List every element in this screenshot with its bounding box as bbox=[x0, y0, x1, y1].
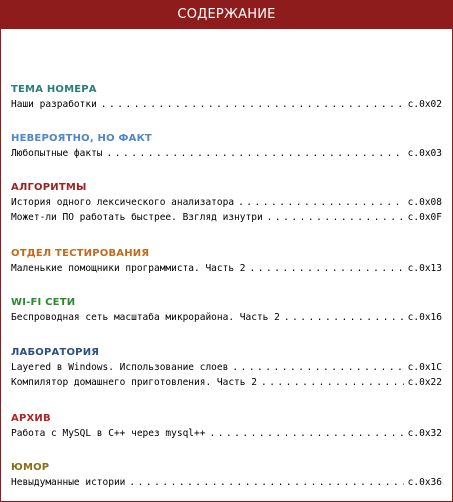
section-title: НЕВЕРОЯТНО, НО ФАКТ bbox=[11, 133, 152, 144]
entry-title: Маленькие помощники программиста. Часть 2 bbox=[11, 263, 246, 274]
toc-section bbox=[11, 296, 442, 325]
dot-leader bbox=[107, 146, 404, 161]
section-title: ЛАБОРАТОРИЯ bbox=[11, 347, 100, 358]
dot-leader bbox=[267, 210, 404, 225]
section-title: WI-FI СЕТИ bbox=[11, 297, 76, 308]
section-title: ЮМОР bbox=[11, 462, 50, 473]
dot-leader bbox=[238, 195, 404, 210]
entry-title: История одного лексического анализатора bbox=[11, 197, 235, 208]
section-title: АЛГОРИТМЫ bbox=[11, 182, 87, 193]
entry-page: с.0x32 bbox=[407, 428, 442, 439]
toc-section bbox=[11, 181, 442, 225]
dot-leader bbox=[232, 360, 403, 375]
entry-title: Работа с MySQL в C++ через mysql++ bbox=[11, 428, 206, 439]
entry-title: Любопытные факты bbox=[11, 148, 103, 159]
entry-title: Наши разработки bbox=[11, 99, 97, 110]
entry-title: Может-ли ПО работать быстрее. Взгляд изнутри bbox=[11, 212, 263, 223]
entry-page: с.0x02 bbox=[407, 99, 442, 110]
dot-leader bbox=[209, 426, 403, 441]
toc-entry[interactable] bbox=[11, 360, 442, 375]
section-title: ТЕМА НОМЕРА bbox=[11, 84, 97, 95]
dot-leader bbox=[129, 475, 403, 490]
toc-section bbox=[11, 412, 442, 441]
entry-page: с.0x22 bbox=[407, 377, 442, 388]
toc-entry[interactable] bbox=[11, 310, 442, 325]
dot-leader bbox=[250, 261, 404, 276]
toc-entry[interactable] bbox=[11, 375, 442, 390]
toc-header: СОДЕРЖАНИЕ bbox=[1, 1, 452, 29]
toc-entry[interactable] bbox=[11, 475, 442, 490]
toc-entry[interactable] bbox=[11, 426, 442, 441]
toc-entry[interactable] bbox=[11, 210, 442, 225]
toc-entry[interactable] bbox=[11, 195, 442, 210]
toc-section bbox=[11, 346, 442, 390]
toc-entry[interactable] bbox=[11, 261, 442, 276]
section-title: ОТДЕЛ ТЕСТИРОВАНИЯ bbox=[11, 248, 150, 259]
entry-title: Компилятор домашнего приготовления. Часть 2 bbox=[11, 377, 257, 388]
toc-section bbox=[11, 461, 442, 490]
entry-page: с.0x36 bbox=[407, 477, 442, 488]
entry-title: Layered в Windows. Использование слоев bbox=[11, 362, 229, 373]
entry-page: с.0x08 bbox=[407, 197, 442, 208]
toc-section bbox=[11, 132, 442, 161]
entry-page: с.0x0F bbox=[407, 212, 442, 223]
toc-entry[interactable] bbox=[11, 146, 442, 161]
entry-title: Невыдуманные истории bbox=[11, 477, 126, 488]
entry-title: Беспроводная сеть масштаба микрорайона. Часть 2 bbox=[11, 312, 280, 323]
dot-leader bbox=[284, 310, 404, 325]
toc-entry[interactable] bbox=[11, 97, 442, 112]
toc-section bbox=[11, 83, 442, 112]
entry-page: с.0x1C bbox=[407, 362, 442, 373]
dot-leader bbox=[101, 97, 404, 112]
entry-page: с.0x16 bbox=[407, 312, 442, 323]
toc-section bbox=[11, 247, 442, 276]
entry-page: с.0x03 bbox=[407, 148, 442, 159]
dot-leader bbox=[261, 375, 404, 390]
entry-page: с.0x13 bbox=[407, 263, 442, 274]
section-title: АРХИВ bbox=[11, 413, 51, 424]
